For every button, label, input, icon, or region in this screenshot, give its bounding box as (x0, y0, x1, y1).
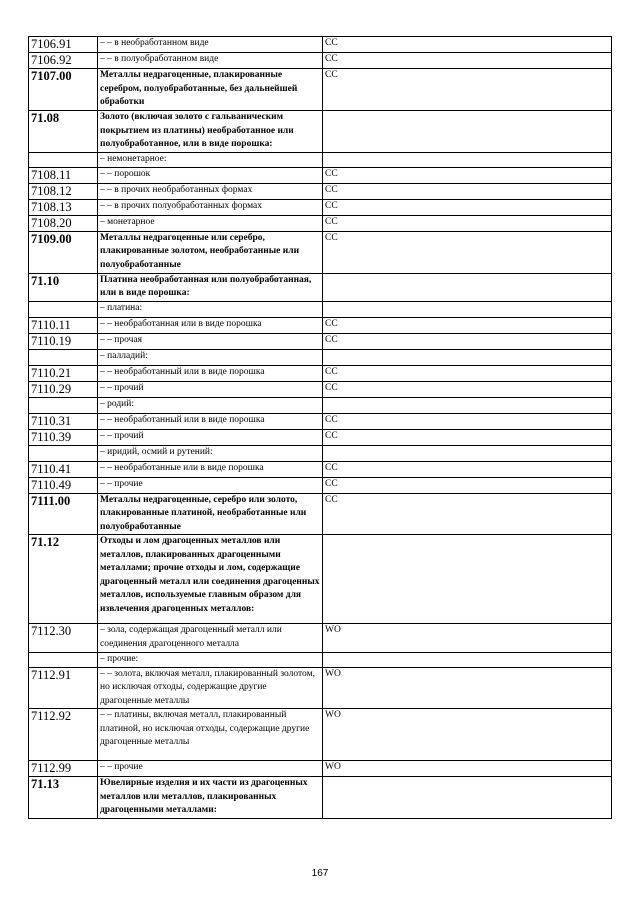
table-row (29, 624, 612, 653)
table-row (29, 349, 612, 365)
description-cell: – – необработанные или в виде порошка (98, 461, 323, 477)
table-row (29, 37, 612, 53)
condition-cell (323, 273, 612, 301)
table-row (29, 667, 612, 709)
description-cell: Металлы недрагоценные или серебро, плакированные золотом, необработанные или полуобработанные (98, 231, 323, 273)
description-cell: – монетарное (98, 215, 323, 231)
code-cell: 7112.30 (29, 624, 98, 653)
description-cell: Отходы и лом драгоценных металлов или металлов, плакированных драгоценными металлами; прочие отходы и лом, содержащие драгоценный металл или соединения драгоценных металлов, используемые главным образом для извлечения драгоценных металлов: (98, 535, 323, 624)
code-cell: 7110.19 (29, 333, 98, 349)
table-row (29, 365, 612, 381)
table-row (29, 413, 612, 429)
page-number: 167 (311, 868, 329, 879)
condition-cell: CC (323, 199, 612, 215)
table-row (29, 397, 612, 413)
table-row (29, 493, 612, 535)
condition-cell: WO (323, 624, 612, 653)
description-cell: – платина: (98, 301, 323, 317)
code-cell: 7109.00 (29, 231, 98, 273)
table-row (29, 167, 612, 183)
description-cell: – – необработанный или в виде порошка (98, 413, 323, 429)
condition-cell: CC (323, 381, 612, 397)
description-cell: – палладий: (98, 349, 323, 365)
code-cell: 7106.92 (29, 53, 98, 69)
table-row (29, 317, 612, 333)
description-cell: – – прочие (98, 477, 323, 493)
condition-cell: CC (323, 167, 612, 183)
code-cell (29, 653, 98, 668)
code-cell: 71.12 (29, 535, 98, 624)
table-row (29, 381, 612, 397)
description-cell: – прочие: (98, 653, 323, 668)
condition-cell: WO (323, 667, 612, 709)
code-cell: 7110.39 (29, 429, 98, 445)
code-cell (29, 153, 98, 168)
table-row (29, 231, 612, 273)
description-cell: Ювелирные изделия и их части из драгоценных металлов или металлов, плакированных драгоценными металлами: (98, 777, 323, 819)
condition-cell: CC (323, 231, 612, 273)
condition-cell: CC (323, 413, 612, 429)
condition-cell: WO (323, 709, 612, 761)
description-cell: – – необработанный или в виде порошка (98, 365, 323, 381)
table-row (29, 445, 612, 461)
description-cell: – – порошок (98, 167, 323, 183)
table-row (29, 333, 612, 349)
description-cell: – – прочие (98, 761, 323, 777)
code-cell: 7107.00 (29, 69, 98, 111)
description-cell: Металлы недрагоценные, серебро или золото, плакированные платиной, необработанные или полуобработанные (98, 493, 323, 535)
code-cell: 71.08 (29, 111, 98, 153)
condition-cell: CC (323, 333, 612, 349)
description-cell: – немонетарное: (98, 153, 323, 168)
description-cell: – – прочая (98, 333, 323, 349)
code-cell: 7108.12 (29, 183, 98, 199)
code-cell: 7108.11 (29, 167, 98, 183)
table-row (29, 777, 612, 819)
description-cell: – – платины, включая металл, плакированный платиной, но исключая отходы, содержащие другие драгоценные металлы (98, 709, 323, 761)
description-cell: – – в прочих необработанных формах (98, 183, 323, 199)
code-cell: 7110.21 (29, 365, 98, 381)
description-cell: – иридий, осмий и рутений: (98, 445, 323, 461)
table-row (29, 69, 612, 111)
condition-cell (323, 777, 612, 819)
code-cell (29, 445, 98, 461)
description-cell: – – прочий (98, 381, 323, 397)
table-row (29, 53, 612, 69)
description-cell: Платина необработанная или полуобработанная, или в виде порошка: (98, 273, 323, 301)
condition-cell (323, 111, 612, 153)
table-row (29, 653, 612, 668)
description-cell: – – необработанная или в виде порошка (98, 317, 323, 333)
condition-cell (323, 153, 612, 168)
description-cell: – – прочий (98, 429, 323, 445)
condition-cell: CC (323, 37, 612, 53)
table-row (29, 461, 612, 477)
description-cell: Металлы недрагоценные, плакированные серебром, полуобработанные, без дальнейшей обработки (98, 69, 323, 111)
condition-cell (323, 301, 612, 317)
condition-cell: CC (323, 53, 612, 69)
table-row (29, 301, 612, 317)
table-row (29, 183, 612, 199)
condition-cell (323, 445, 612, 461)
condition-cell: CC (323, 183, 612, 199)
table-row (29, 535, 612, 624)
description-cell: – зола, содержащая драгоценный металл или соединения драгоценного металла (98, 624, 323, 653)
code-cell (29, 301, 98, 317)
code-cell: 71.13 (29, 777, 98, 819)
code-cell: 7110.49 (29, 477, 98, 493)
code-cell: 7108.20 (29, 215, 98, 231)
table-row (29, 429, 612, 445)
condition-cell (323, 653, 612, 668)
table-row (29, 761, 612, 777)
description-cell: – родий: (98, 397, 323, 413)
code-cell (29, 397, 98, 413)
code-cell: 7110.29 (29, 381, 98, 397)
code-cell: 7110.31 (29, 413, 98, 429)
tariff-table (28, 36, 612, 819)
condition-cell: CC (323, 317, 612, 333)
description-cell: – – в необработанном виде (98, 37, 323, 53)
code-cell: 71.10 (29, 273, 98, 301)
table-row (29, 199, 612, 215)
table-row (29, 215, 612, 231)
table-row (29, 477, 612, 493)
condition-cell: CC (323, 477, 612, 493)
table-row (29, 153, 612, 168)
table-row (29, 111, 612, 153)
code-cell: 7110.41 (29, 461, 98, 477)
condition-cell (323, 349, 612, 365)
code-cell: 7112.91 (29, 667, 98, 709)
code-cell: 7106.91 (29, 37, 98, 53)
description-cell: Золото (включая золото с гальваническим покрытием из платины) необработанное или полуобработанное, или в виде порошка: (98, 111, 323, 153)
description-cell: – – в прочих полуобработанных формах (98, 199, 323, 215)
condition-cell: CC (323, 429, 612, 445)
condition-cell (323, 535, 612, 624)
condition-cell: CC (323, 365, 612, 381)
condition-cell: CC (323, 461, 612, 477)
code-cell (29, 349, 98, 365)
condition-cell: CC (323, 69, 612, 111)
code-cell: 7112.92 (29, 709, 98, 761)
code-cell: 7108.13 (29, 199, 98, 215)
tariff-table-body (29, 37, 612, 819)
condition-cell: WO (323, 761, 612, 777)
table-row (29, 273, 612, 301)
code-cell: 7112.99 (29, 761, 98, 777)
table-row (29, 709, 612, 761)
condition-cell: CC (323, 215, 612, 231)
condition-cell (323, 397, 612, 413)
code-cell: 7110.11 (29, 317, 98, 333)
code-cell: 7111.00 (29, 493, 98, 535)
condition-cell: CC (323, 493, 612, 535)
description-cell: – – золота, включая металл, плакированный золотом, но исключая отходы, содержащие другие драгоценные металлы (98, 667, 323, 709)
description-cell: – – в полуобработанном виде (98, 53, 323, 69)
